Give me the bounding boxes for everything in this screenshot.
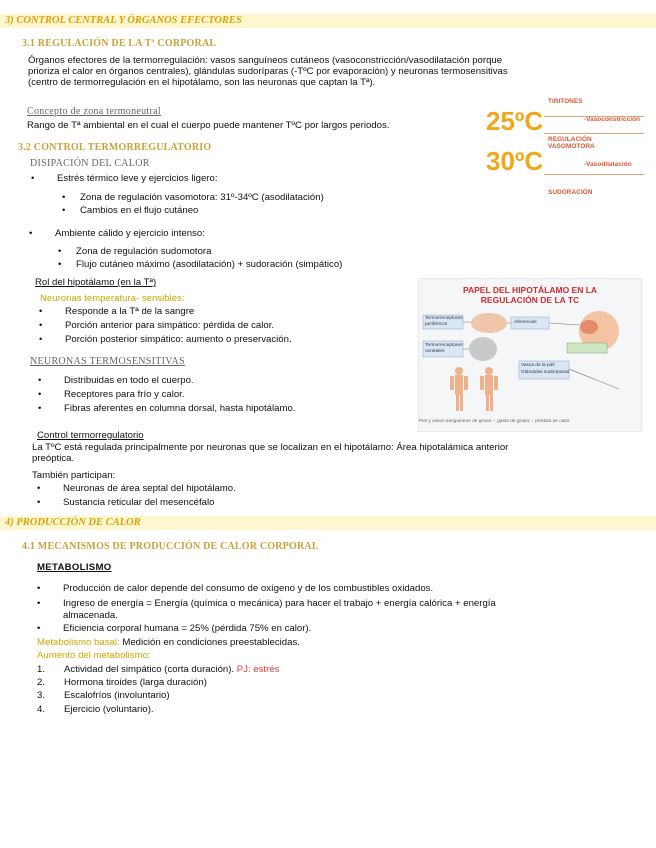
figure-label: REGULACIÓN VASOMOTORA <box>548 136 595 150</box>
section-3-title: 3) CONTROL CENTRAL Y ÓRGANOS EFECTORES <box>5 15 242 26</box>
zona-termoneutral-text: Rango de Tª ambiental en el cual el cuerpo puede mantener TºC por largos periodos. <box>27 120 390 131</box>
list-item: • Neuronas de área septal del hipotálamo. <box>37 483 236 494</box>
termoneutral-figure <box>484 88 646 208</box>
control-line: preóptica. <box>32 453 75 464</box>
numbered-item: 2. Hormona tiroides (larga duración) <box>37 677 207 688</box>
list-item: • Cambios en el flujo cutáneo <box>62 205 199 216</box>
list-item: • Ambiente cálido y ejercicio intenso: <box>29 228 205 239</box>
figure-label: Glándulas sudoríparas <box>521 370 570 375</box>
disipacion-heading: DISIPACIÓN DEL CALOR <box>30 158 150 169</box>
list-item: • Fibras aferentes en columna dorsal, hasta hipotálamo. <box>38 403 296 414</box>
list-item: • Porción anterior para simpático: pérdida de calor. <box>39 320 275 331</box>
subsection-3-2-title: 3.2 CONTROL TERMORREGULATORIO <box>18 142 212 153</box>
list-item: • Zona de regulación sudomotora <box>58 246 212 257</box>
divider-line <box>544 133 644 134</box>
temp-high-label: 25ºC <box>486 106 544 136</box>
figure-label: Termorreceptores centrales <box>425 343 463 354</box>
subsection-3-1-title: 3.1 REGULACIÓN DE LA Tª CORPORAL <box>22 38 217 49</box>
figure-label: -Vasodilatación <box>584 161 632 168</box>
numbered-item: 4. Ejercicio (voluntario). <box>37 704 154 715</box>
temp-low-label: 30ºC <box>486 146 544 176</box>
list-item: • Ingreso de energía = Energía (química o mecánica) para hacer el trabajo + energía calórica + energía <box>37 598 496 609</box>
figure-label: Termorreceptores periféricos <box>425 316 463 327</box>
metabolismo-heading: METABOLISMO <box>37 562 112 573</box>
list-item: • Sustancia reticular del mesencéfalo <box>37 497 215 508</box>
list-item: • Zona de regulación vasomotora: 31º-34ºC (asodilatación) <box>62 192 324 203</box>
numbered-item: 1. Actividad del simpático (corta duración). PJ: estrés <box>37 664 280 675</box>
divider-line <box>544 174 644 175</box>
s31-line: prioriza el calor en órganos centrales), glándulas sudoríparas (-TºC por evaporación) y neuronas termosensitivas <box>28 66 508 77</box>
list-item: • Receptores para frío y calor. <box>38 389 185 400</box>
list-item: • Estrés térmico leve y ejercicios ligero: <box>31 173 218 184</box>
list-item-continuation: almacenada. <box>63 610 118 621</box>
s31-line: Órganos efectores de la termorregulación: vasos sanguíneos cutáneos (vasoconstricción/vasodilatación porque <box>28 55 503 66</box>
figure-label: -Vasoconstricción <box>584 116 640 123</box>
list-item: • Producción de calor depende del consumo de oxígeno y de los combustibles oxidados. <box>37 583 434 594</box>
hypothalamus-diagram <box>419 279 641 429</box>
termosensitivas-heading: NEURONAS TERMOSENSITIVAS <box>30 356 185 367</box>
figure-title: PAPEL DEL HIPOTÁLAMO EN LA REGULACIÓN DE LA TC <box>462 285 598 305</box>
figure-caption: Piel y vasos sanguíneos de grasa: ↑ gasto de grasa; ↓ pérdida de calor <box>419 419 570 424</box>
s31-paragraph <box>28 55 628 88</box>
aumento-heading: Aumento del metabolismo: <box>37 650 151 661</box>
figure-label: TIRITONES <box>548 98 583 105</box>
figure-label: SUDORACIÓN <box>548 189 593 196</box>
control-heading: Control termorregulatorio <box>37 430 144 441</box>
numbered-item: 3. Escalofríos (involuntario) <box>37 690 170 701</box>
section-4-title: 4) PRODUCCIÓN DE CALOR <box>5 517 141 528</box>
list-item: • Responde a la Tª de la sangre <box>39 306 195 317</box>
list-item: • Porción posterior simpático: aumento o preservación. <box>39 334 292 345</box>
s31-line: (centro de termorregulación en el hipotálamo, son las neuronas que captan la Tª). <box>28 77 376 88</box>
figure-label: Aferencias <box>514 320 537 325</box>
list-item: • Eficiencia corporal humana = 25% (pérdida 75% en calor). <box>37 623 312 634</box>
hipotalamo-figure <box>418 278 642 432</box>
list-item: • Flujo cutáneo máximo (asodilatación) + sudoración (simpático) <box>58 259 343 270</box>
control-paragraph <box>32 442 632 464</box>
subsection-4-1-title: 4.1 MECANISMOS DE PRODUCCIÓN DE CALOR CORPORAL <box>22 541 319 552</box>
tambien-label: También participan: <box>32 470 116 481</box>
neuronas-temp-heading: Neuronas temperatura- sensibles: <box>40 293 185 304</box>
list-item: • Distribuidas en todo el cuerpo. <box>38 375 194 386</box>
rol-hipotalamo-heading: Rol del hipotálamo (en la Tª) <box>35 277 157 288</box>
zona-termoneutral-heading: Concepto de zona termoneutral <box>27 106 161 117</box>
control-line: La TºC está regulada principalmente por neuronas que se localizan en el hipotálamo: Área hipotalámica anterior <box>32 442 509 453</box>
metabolismo-basal: Metabolismo basal: Medición en condiciones preestablecidas. <box>37 637 300 648</box>
figure-label: Vasos de la piel <box>521 363 555 368</box>
